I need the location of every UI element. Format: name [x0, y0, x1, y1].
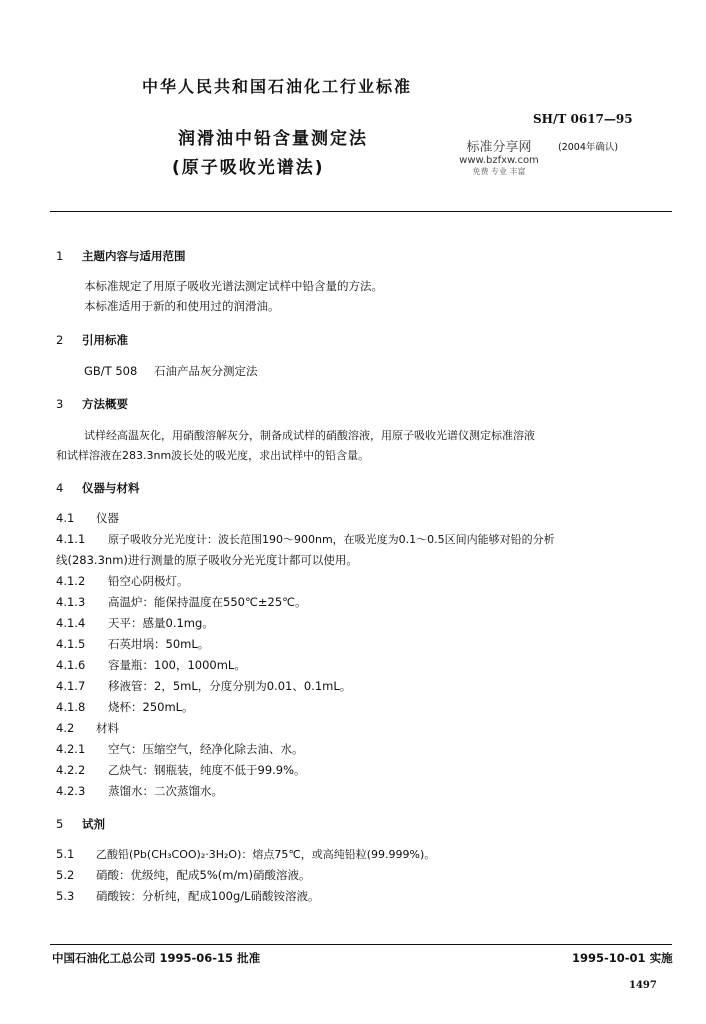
item-text: 材料 — [96, 721, 119, 735]
reference-title: 石油产品灰分测定法 — [154, 364, 258, 378]
section-1-text-1: 本标准规定了用原子吸收光谱法测定试样中铅含量的方法。 — [84, 279, 383, 293]
implementation-date: 1995-10-01 实施 — [572, 951, 673, 965]
item-4-1 — [56, 510, 119, 526]
item-number: 4.2.1 — [56, 742, 86, 756]
item-4-1-2 — [56, 573, 189, 589]
item-number: 4.1.8 — [56, 700, 86, 714]
item-number: 4.1 — [56, 511, 75, 525]
item-text: 石英坩埚：50mL。 — [108, 637, 210, 651]
item-number: 4.2 — [56, 721, 75, 735]
item-text: 高温炉：能保持温度在550℃±25℃。 — [108, 595, 307, 609]
section-number: 1 — [56, 249, 64, 263]
item-text: 蒸馏水：二次蒸馏水。 — [108, 784, 223, 798]
section-title: 仪器与材料 — [82, 481, 140, 495]
item-text: 乙酸铅(Pb(CH₃COO)₂·3H₂O)：熔点75℃，或高纯铅粒(99.999%)。 — [96, 848, 436, 861]
item-text: 硝酸：优级纯，配成5%(m/m)硝酸溶液。 — [96, 868, 311, 882]
item-text: 仪器 — [96, 511, 119, 525]
approval-note: 中国石油化工总公司 1995-06-15 批准 — [52, 951, 261, 965]
document-title: 润滑油中铅含量测定法 — [178, 129, 368, 149]
item-text: 乙炔气：钢瓶装，纯度不低于99.9%。 — [108, 763, 306, 777]
item-4-2-1 — [56, 741, 304, 757]
section-number: 3 — [56, 397, 64, 411]
section-title: 试剂 — [82, 817, 105, 831]
section-number: 2 — [56, 333, 64, 347]
item-text: 原子吸收分光光度计：波长范围190～900nm，在吸光度为0.1～0.5区间内能够对铅的分析 — [108, 533, 555, 546]
item-4-2-2 — [56, 762, 306, 778]
section-2-heading — [56, 332, 128, 348]
item-text: 天平：感量0.1mg。 — [108, 616, 214, 630]
reference-code: GB/T 508 — [84, 364, 138, 378]
item-text: 容量瓶：100，1000mL。 — [108, 658, 246, 672]
industry-standard-title: 中华人民共和国石油化工行业标准 — [142, 77, 413, 96]
item-number: 4.1.7 — [56, 679, 86, 693]
section-1-text-2: 本标准适用于新的和使用过的润滑油。 — [84, 299, 280, 313]
section-title: 方法概要 — [82, 397, 128, 411]
reference-standard — [84, 363, 258, 379]
item-text: 烧杯：250mL。 — [108, 700, 194, 714]
section-number: 4 — [56, 481, 64, 495]
item-4-1-1-continued: 线(283.3nm)进行测量的原子吸收分光光度计都可以使用。 — [56, 553, 358, 567]
section-number: 5 — [56, 817, 64, 831]
item-4-1-4 — [56, 615, 214, 631]
reconfirm-note: (2004年确认) — [558, 142, 619, 153]
section-5-heading — [56, 816, 105, 832]
item-5-1 — [56, 846, 435, 862]
item-5-3 — [56, 888, 320, 904]
item-4-1-8 — [56, 699, 194, 715]
section-3-heading — [56, 396, 128, 412]
item-4-1-1 — [56, 531, 555, 547]
item-number: 4.1.5 — [56, 637, 86, 651]
item-text: 空气：压缩空气，经净化除去油、水。 — [108, 742, 304, 756]
page-number: 1497 — [629, 980, 657, 991]
standard-code: SH/T 0617—95 — [533, 112, 633, 126]
section-title: 主题内容与适用范围 — [82, 249, 186, 263]
item-4-2-3 — [56, 783, 223, 799]
section-1-heading — [56, 248, 186, 264]
item-text: 移液管：2，5mL，分度分别为0.01、0.1mL。 — [108, 679, 352, 693]
item-4-1-3 — [56, 594, 307, 610]
item-text: 铅空心阴极灯。 — [108, 574, 189, 588]
watermark-url: www.bzfxw.com — [459, 155, 539, 166]
item-4-1-6 — [56, 657, 246, 673]
item-number: 5.3 — [56, 889, 75, 903]
item-text: 硝酸铵：分析纯，配成100g/L硝酸铵溶液。 — [96, 889, 320, 903]
footer-divider — [50, 944, 672, 945]
item-number: 4.1.3 — [56, 595, 86, 609]
item-number: 5.1 — [56, 847, 75, 861]
item-4-2 — [56, 720, 119, 736]
document-subtitle: (原子吸收光谱法) — [172, 158, 325, 178]
header-divider — [50, 211, 672, 212]
item-number: 4.1.4 — [56, 616, 86, 630]
watermark-name: 标准分享网 — [466, 140, 532, 155]
item-number: 4.1.1 — [56, 532, 86, 546]
item-number: 4.1.6 — [56, 658, 86, 672]
item-number: 4.1.2 — [56, 574, 86, 588]
item-number: 4.2.3 — [56, 784, 86, 798]
section-3-text-line-1: 试样经高温灰化，用硝酸溶解灰分，制备成试样的硝酸溶液，用原子吸收光谱仪测定标准溶液 — [84, 429, 535, 442]
item-number: 5.2 — [56, 868, 75, 882]
item-number: 4.2.2 — [56, 763, 86, 777]
item-4-1-5 — [56, 636, 209, 652]
section-3-text-line-2: 和试样溶液在283.3nm波长处的吸光度，求出试样中的铅含量。 — [56, 449, 370, 462]
section-title: 引用标准 — [82, 333, 128, 347]
item-4-1-7 — [56, 678, 351, 694]
item-5-2 — [56, 867, 311, 883]
section-4-heading — [56, 480, 140, 496]
watermark-slogan: 免费 专业 丰富 — [472, 167, 526, 176]
watermark-logo — [451, 136, 547, 177]
